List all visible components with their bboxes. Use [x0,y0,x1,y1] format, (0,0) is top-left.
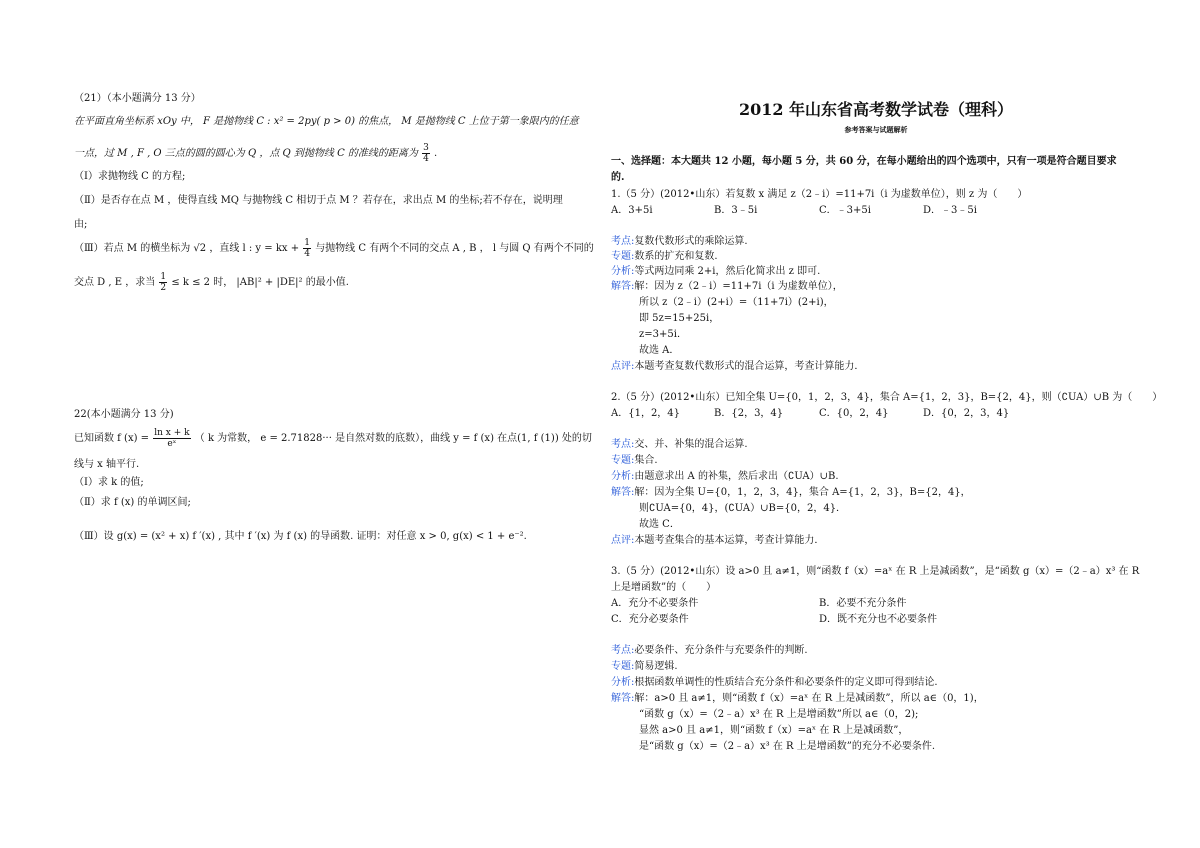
q21-part3-frac-num: 1 [304,238,310,248]
q2-fenxi-text: 由题意求出 A 的补集，然后求出（∁UA）∪B. [634,471,839,482]
q1-jieda-line4: 故选 A． [639,345,680,356]
q3-jieda [611,692,984,705]
section-header: 一、选择题：本大题共 12 小题，每小题 5 分，共 60 分，在每小题给出的四个选项中，只有一项是符合题目要求 [611,156,1117,167]
q2-stem: 2.（5 分）(2012•山东）已知全集 U={0，1，2，3，4}，集合 A={1，2，3}，B={2，4}，则（∁UA）∪B 为（ ） [611,392,1163,403]
q21-part3c-text: 交点 D , E ，求当 [74,277,156,288]
q3-jieda-label: 解答: [611,693,635,704]
q1-zhuanti-label: 专题: [611,251,635,262]
q1-jieda-line3: z=3+5i． [639,329,687,340]
q1-fenxi-text: 等式两边同乘 2+i，然后化简求出 z 即可. [634,266,821,277]
q21-part3a [74,238,594,259]
q3-jieda-line1: “函数 g（x）=（2﹣a）x³ 在 R 上是增函数”所以 a∈（0，2); [639,709,919,720]
q21-part3c [74,272,349,293]
q1-option-b: B．3﹣5i [714,205,758,216]
q3-jieda-line0: 解：a>0 且 a≠1，则“函数 f（x）=aˣ 在 R 上是减函数”，所以 a∈（0，1)， [634,693,984,704]
q1-zhuanti [611,250,718,263]
q21-line2 [74,143,437,164]
q22-header: 22(本小题满分 13 分) [74,409,174,420]
q1-dianping-text: 本题考查复数代数形式的混合运算，考查计算能力． [634,361,865,372]
q1-dianping [611,360,864,373]
q2-option-c: C．{0，2，4} [819,408,889,419]
q21-part3-frac-den: 4 [304,249,310,259]
q2-jieda [611,486,971,499]
q2-kaodian [611,438,748,451]
q1-jieda-label: 解答: [611,281,635,292]
q21-frac-num: 3 [423,143,429,153]
q3-zhuanti-label: 专题: [611,661,635,672]
q21-part3d-text: ≤ k ≤ 2 时， |AB|² + |DE|² 的最小值. [171,277,349,288]
q1-kaodian [611,235,748,248]
q2-option-a: A．{1，2，4} [611,408,681,419]
q3-jieda-line2: 显然 a>0 且 a≠1，则“函数 f（x）=aˣ 在 R 上是减函数”， [639,725,909,736]
q3-option-b: B．必要不充分条件 [819,598,907,609]
q22-frac-den: eˣ [167,439,177,449]
q1-zhuanti-text: 数系的扩充和复数. [634,251,718,262]
q22-fraction [153,428,190,449]
q3-zhuanti [611,660,678,673]
q2-kaodian-label: 考点: [611,439,635,450]
q22-line1-text: 已知函数 f (x) = [74,433,150,444]
q1-kaodian-text: 复数代数形式的乘除运算. [634,236,748,247]
q2-kaodian-text: 交、并、补集的混合运算. [634,439,748,450]
q1-kaodian-label: 考点: [611,236,635,247]
q21-line1: 在平面直角坐标系 xOy 中， F 是抛物线 C : x² = 2py( p > 0) 的焦点， M 是抛物线 C 上位于第一象限内的任意 [74,116,579,127]
q3-jieda-line3: 是“函数 g（x）=（2﹣a）x³ 在 R 上是增函数”的充分不必要条件. [639,741,936,752]
q2-jieda-label: 解答: [611,487,635,498]
q21-line2-end: . [434,148,438,159]
q2-jieda-line1: 则∁UA={0，4}，(∁UA）∪B={0，2，4}． [639,503,847,514]
q2-fenxi [611,470,839,483]
q1-fenxi [611,265,820,278]
q1-stem: 1.（5 分）(2012•山东）若复数 x 满足 z（2﹣i）=11+7i（i 为虚数单位），则 z 为（ ） [611,189,1028,200]
q2-zhuanti-text: 集合. [634,455,658,466]
q3-option-a: A．充分不必要条件 [611,598,699,609]
q22-line1 [74,428,592,449]
q3-option-c: C．充分必要条件 [611,614,689,625]
q21-frac-den: 4 [423,154,429,164]
q3-option-d: D．既不充分也不必要条件 [819,614,938,625]
q2-jieda-line0: 解：因为全集 U={0，1，2，3，4}，集合 A={1，2，3}，B={2，4}， [634,487,971,498]
q2-dianping [611,534,824,547]
q3-kaodian [611,644,808,657]
q3-kaodian-text: 必要条件、充分条件与充要条件的判断. [634,645,808,656]
q2-option-d: D．{0，2，3，4} [923,408,1010,419]
q1-jieda [611,280,843,293]
q1-fenxi-label: 分析: [611,266,635,277]
q3-fenxi [611,676,938,689]
q22-line1-rest: （ k 为常数， e = 2.71828··· 是自然对数的底数），曲线 y = f (x) 在点(1, f (1)) 处的切 [194,433,592,444]
q22-part2: （Ⅱ）求 f (x) 的单调区间; [74,497,191,508]
q2-dianping-text: 本题考查集合的基本运算，考查计算能力． [634,535,825,546]
q3-stem2: 上是增函数”的（ ） [611,582,717,593]
page-title: 2012 年山东省高考数学试卷（理科） [738,100,1014,119]
q21-part2b: 由; [74,219,88,230]
q2-jieda-line2: 故选 C． [639,519,680,530]
q22-part3: （Ⅲ）设 g(x) = (x² + x) f ′(x) , 其中 f ′(x) 为 f (x) 的导函数. 证明：对任意 x > 0, g(x) < 1 + e⁻². [74,531,527,542]
q21-part3-fraction2 [159,272,167,293]
q22-line2: 线与 x 轴平行. [74,459,140,470]
q3-zhuanti-text: 简易逻辑. [634,661,678,672]
q2-dianping-label: 点评: [611,535,635,546]
q1-jieda-line1: 所以 z（2﹣i）(2+i）=（11+7i）(2+i)， [639,297,834,308]
section-header-end: 的. [611,172,625,183]
q21-part3-frac2-den: 2 [160,283,167,293]
q1-dianping-label: 点评: [611,361,635,372]
q1-option-d: D．﹣3﹣5i [923,205,977,216]
q22-part1: （Ⅰ）求 k 的值; [74,477,144,488]
q22-frac-num: ln x + k [154,428,190,438]
q21-part1: （Ⅰ）求抛物线 C 的方程; [74,171,186,182]
q3-fenxi-text: 根据函数单调性的性质结合充分条件和必要条件的定义即可得到结论. [634,677,938,688]
q21-header: （21）（本小题满分 13 分） [74,93,201,104]
q21-part3-frac2-num: 1 [160,272,167,282]
q21-part3-fraction [303,238,311,259]
q3-stem: 3.（5 分）(2012•山东）设 a>0 且 a≠1，则“函数 f（x）=aˣ 在 R 上是减函数”，是“函数 g（x）=（2﹣a）x³ 在 R [611,566,1140,577]
q2-zhuanti [611,454,658,467]
q21-part2a: （Ⅱ）是否存在点 M ，使得直线 MQ 与抛物线 C 相切于点 M ？若存在，求出点 M 的坐标;若不存在，说明理 [74,195,563,206]
q21-part3b-text: 与抛物线 C 有两个不同的交点 A , B ， l 与圆 Q 有两个不同的 [315,243,594,254]
q1-option-c: C．﹣3+5i [819,205,871,216]
q2-zhuanti-label: 专题: [611,455,635,466]
q21-line2-text: 一点，过 M , F , O 三点的圆的圆心为 Q ，点 Q 到抛物线 C 的准线的距离为 [74,148,418,159]
q1-jieda-line0: 解：因为 z（2﹣i）=11+7i（i 为虚数单位）， [634,281,843,292]
q21-fraction [422,143,430,164]
q2-option-b: B．{2，3，4} [714,408,784,419]
page-subtitle: 参考答案与试题解析 [844,125,908,134]
q1-option-a: A．3+5i [611,205,653,216]
q1-jieda-line2: 即 5z=15+25i， [639,313,720,324]
q2-fenxi-label: 分析: [611,471,635,482]
q3-fenxi-label: 分析: [611,677,635,688]
q21-part3a-text: （Ⅲ）若点 M 的横坐标为 √2 ，直线 l : y = kx + [74,243,300,254]
q3-kaodian-label: 考点: [611,645,635,656]
